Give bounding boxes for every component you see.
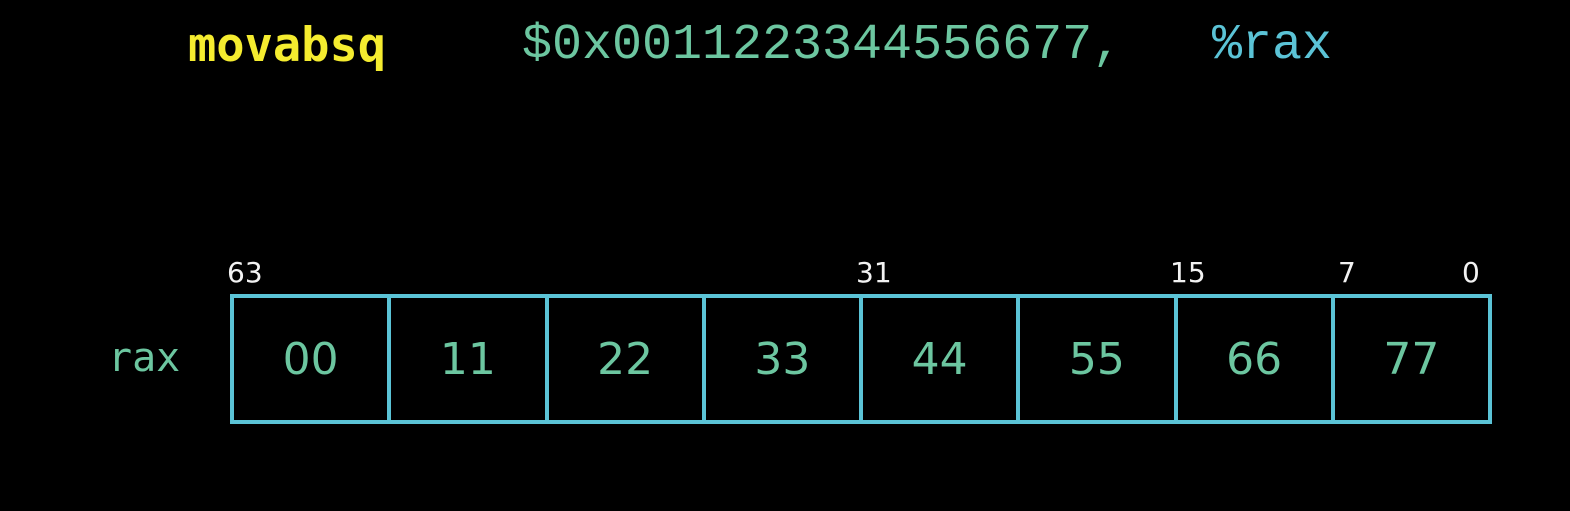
bit-label-63: 63	[227, 256, 263, 289]
register-name-label: rax	[108, 335, 181, 381]
register-byte-cell: 11	[391, 298, 548, 420]
register-byte-cell: 77	[1383, 333, 1440, 385]
instruction-mnemonic: movabsq	[188, 18, 387, 73]
register-byte-cell: 66	[1178, 298, 1335, 420]
register-byte-cell: 55	[1020, 298, 1177, 420]
register-byte-cell: 22	[549, 298, 706, 420]
bit-label-7: 7	[1338, 256, 1356, 289]
register-diagram	[230, 294, 1492, 424]
bit-label-15: 15	[1170, 256, 1206, 289]
bit-label-0: 0	[1462, 256, 1480, 289]
instruction-register-operand: %rax	[1212, 17, 1333, 74]
register-byte-cell: 33	[706, 298, 863, 420]
register-byte-cell: 00	[234, 298, 391, 420]
register-byte-cell: 44	[863, 298, 1020, 420]
instruction-immediate-operand: $0x0011223344556677,	[522, 17, 1123, 74]
bit-label-31: 31	[856, 256, 892, 289]
assembly-instruction	[0, 14, 1570, 84]
